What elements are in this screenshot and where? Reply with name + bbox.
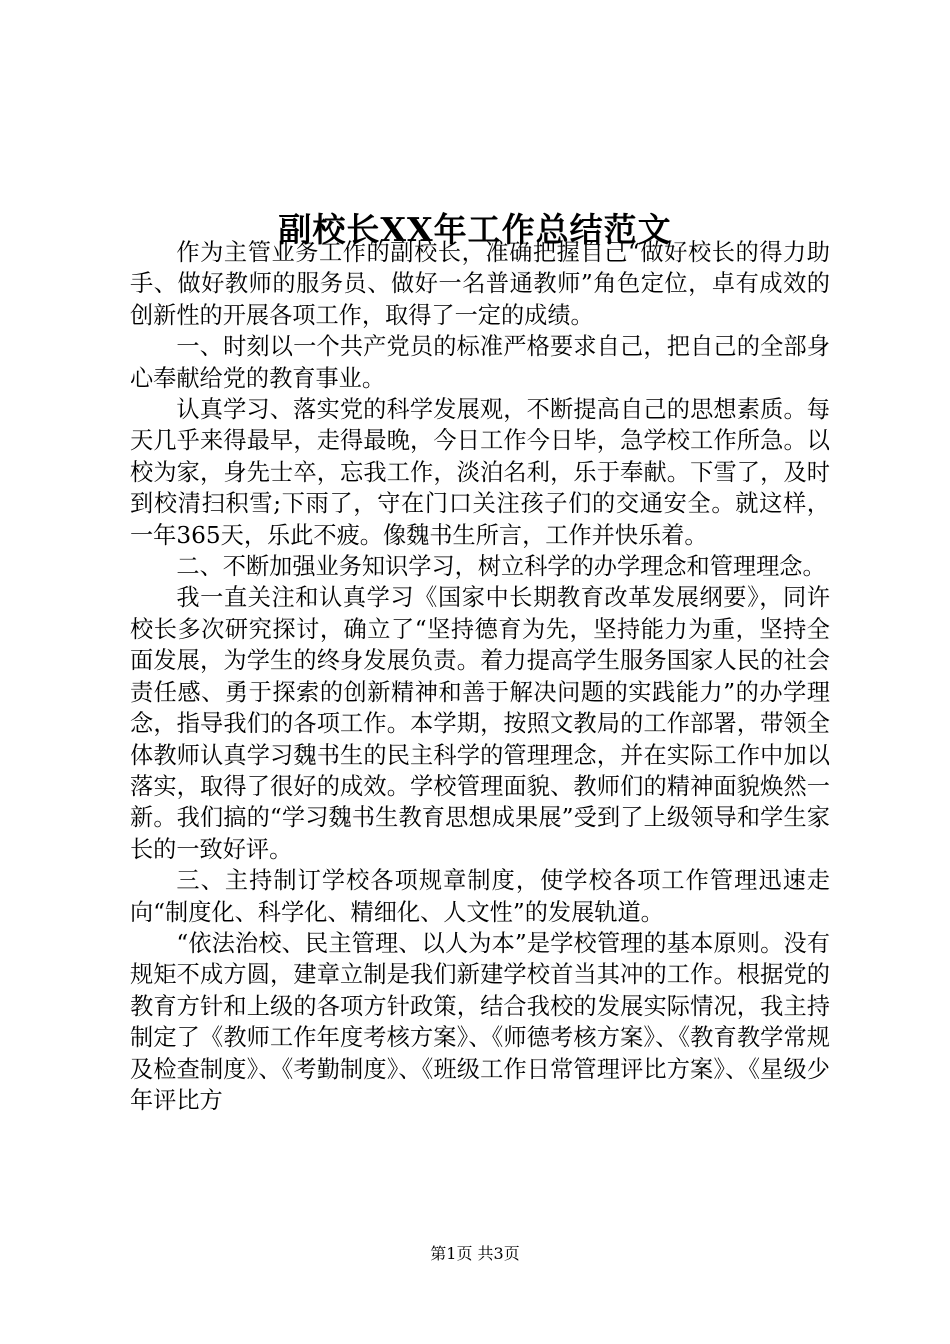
paragraph-intro: 作为主管业务工作的副校长，准确把握自己“做好校长的得力助手、做好教师的服务员、做好一名普通教师”角色定位，卓有成效的创新性的开展各项工作，取得了一定的成绩。 [130, 239, 830, 329]
paragraph-study: 认真学习、落实党的科学发展观，不断提高自己的思想素质。每天几乎来得最早，走得最晚，今日工作今日毕，急学校工作所急。以校为家，身先士卒，忘我工作，淡泊名利，乐于奉献。下雪了，及时到校清扫积雪;下雨了，守在门口关注孩子们的交通安全。就这样，一年365天，乐此不疲。像魏书生所言，工作并快乐着。 [130, 396, 830, 549]
document-title: 副校长XX年工作总结范文 [278, 210, 672, 250]
page-footer: 第1页 共3页 [430, 1244, 520, 1263]
paragraph-heading-1: 一、时刻以一个共产党员的标准严格要求自己，把自己的全部身心奉献给党的教育事业。 [130, 333, 830, 392]
paragraph-heading-2: 二、不断加强业务知识学习，树立科学的办学理念和管理理念。 [176, 553, 826, 581]
paragraph-heading-3: 三、主持制订学校各项规章制度，使学校各项工作管理迅速走向“制度化、科学化、精细化、人文性”的发展轨道。 [130, 867, 830, 926]
document-body [130, 237, 830, 1116]
paragraph-philosophy: 我一直关注和认真学习《国家中长期教育改革发展纲要》，同许校长多次研究探讨，确立了“坚持德育为先，坚持能力为重，坚持全面发展，为学生的终身发展负责。着力提高学生服务国家人民的社会责任感、勇于探索的创新精神和善于解决问题的实践能力”的办学理念，指导我们的各项工作。本学期，按照文教局的工作部署，带领全体教师认真学习魏书生的民主科学的管理理念，并在实际工作中加以落实，取得了很好的成效。学校管理面貌、教师们的精神面貌焕然一新。我们搞的“学习魏书生教育思想成果展”受到了上级领导和学生家长的一致好评。 [130, 584, 830, 863]
paragraph-rules: “依法治校、民主管理、以人为本”是学校管理的基本原则。没有规矩不成方圆，建章立制是我们新建学校首当其冲的工作。根据党的教育方针和上级的各项方针政策，结合我校的发展实际情况，我主持制定了《教师工作年度考核方案》、《师德考核方案》、《教育教学常规及检查制度》、《考勤制度》、《班级工作日常管理评比方案》、《星级少年评比方 [130, 929, 830, 1114]
